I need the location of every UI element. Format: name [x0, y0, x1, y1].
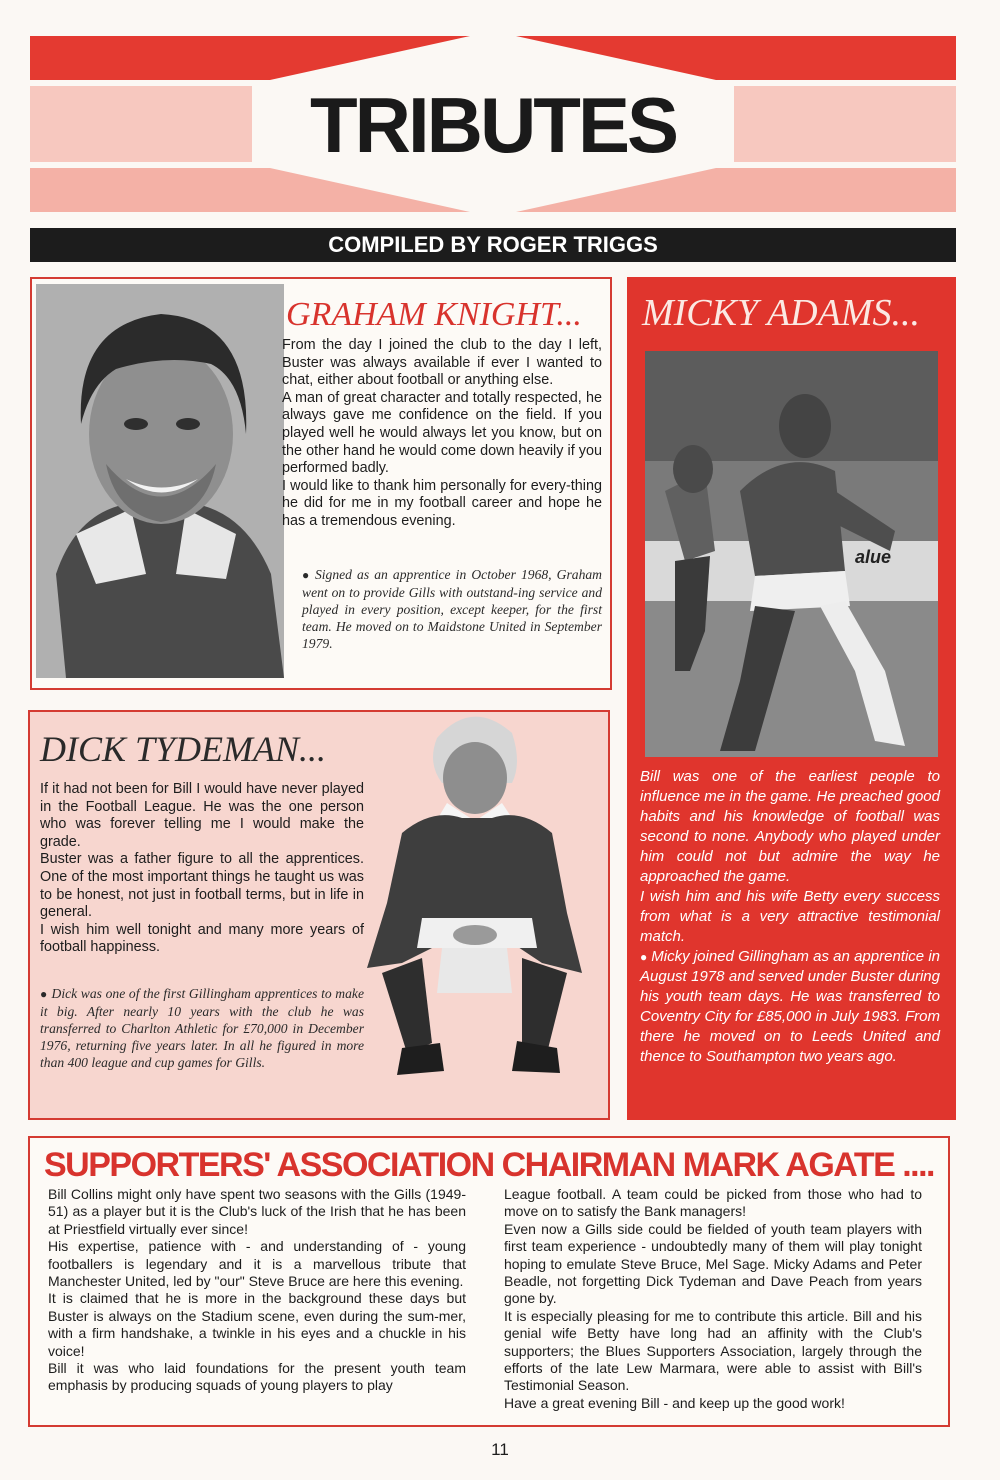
graham-knight-paragraphs: From the day I joined the club to the day I left, Buster was always available if ever I wanted to chat, either about football or anything else. A man of great character and totally respected, he always gave me confidence on the field. If you played well he would always let you know, but on the other hand he would come down heavily if you performed badly. I would like to thank him personally for every-thing he did for me in my football career and hope he has a tremendous evening. [282, 337, 602, 529]
micky-adams-body [640, 767, 940, 1067]
page-title: TRIBUTES [310, 81, 676, 169]
micky-adams-paragraphs: Bill was one of the earliest people to influence me in the game. He preached good habits and his knowledge of football was second to none. Anybody who played under him could not but admire the way he approached the game. I wish him and his wife Betty every success from what is a very attractive testimonial match. [640, 768, 940, 945]
dick-tydeman-paragraphs: If it had not been for Bill I would have never played in the Football League. He was the one person who was forever telling me I would make the grade. Buster was a father figure to all the apprentices. One of the most important things he taught us was to be honest, not just in football terms, but in life in general. I wish him well tonight and many more years of football happiness. [40, 781, 364, 956]
graham-knight-photo [36, 284, 284, 678]
compiled-by-bar: COMPILED BY ROGER TRIGGS [30, 228, 956, 262]
micky-adams-heading: MICKY ADAMS... [642, 292, 920, 334]
supporters-column-2: League football. A team could be picked from those who had to move on to satisfy the Bank managers! Even now a Gills side could be fielded of youth team players with first team experience - undoubtedly many of them will play tonight hoping to emulate Steve Bruce, Mel Sage. Micky Adams and Peter Beadle, not forgetting Dick Tydeman and Dave Peach from years gone by. It is especially pleasing for me to contribute this article. Bill and his genial wife Betty have long had an affinity with the Club's supporters; the Blues Supporters Association, largely through the efforts of the late Lew Marmara, were able to assist with Bill's Testimonial Season. Have a great evening Bill - and keep up the good work! [504, 1186, 922, 1411]
dick-tydeman-note-text: Dick was one of the first Gillingham apprentices to make it big. After nearly 10 years with the club he was transferred to Charlton Athletic for £70,000 in December 1976, returning five years later. In all he figured in more than 400 league and cup games for Gills. [40, 986, 364, 1070]
supporters-heading: SUPPORTERS' ASSOCIATION CHAIRMAN MARK AGATE .... [44, 1146, 934, 1184]
dick-tydeman-note [40, 985, 364, 1071]
micky-adams-note-text: Micky joined Gillingham as an apprentice in August 1978 and served under Buster during his youth team days. He was transferred to Coventry City for £85,000 in July 1983. From there he moved on to Leeds United and thence to Southampton two years ago. [640, 948, 941, 1065]
dick-tydeman-body [40, 781, 364, 957]
dick-tydeman-photo [362, 703, 590, 1079]
page-number: 11 [491, 1440, 509, 1459]
bullet-icon: ● [40, 987, 48, 1001]
graham-knight-note-text: Signed as an apprentice in October 1968, Graham went on to provide Gills with outstand-ing service and played in every position, except keeper, for the first team. He moved on to Maidstone United in September 1979. [302, 567, 602, 651]
graham-knight-heading: GRAHAM KNIGHT... [286, 296, 582, 333]
bullet-icon: ● [640, 950, 648, 964]
bullet-icon: ● [302, 568, 311, 582]
dick-tydeman-heading: DICK TYDEMAN... [40, 729, 327, 769]
micky-adams-photo [645, 351, 938, 757]
supporters-column-1: Bill Collins might only have spent two seasons with the Gills (1949-51) as a player but it is the Club's luck of the Irish that he has been at Priestfield virtually ever since! His expertise, patience with - and understanding of - young footballers is legendary and it is a marvellous tribute that Manchester United, led by "our" Steve Bruce are here this evening. It is claimed that he is more in the background these days but Buster is always on the Stadium scene, even during the sum-mer, with a firm handshake, a twinkle in his eyes and a chuckle in his voice! Bill it was who laid foundations for the present youth team emphasis by producing squads of young players to play [48, 1186, 466, 1394]
graham-knight-note [302, 566, 602, 652]
stadium-sign-text: alue [855, 547, 892, 567]
graham-knight-body [282, 337, 602, 531]
micky-adams-note [640, 947, 940, 1067]
